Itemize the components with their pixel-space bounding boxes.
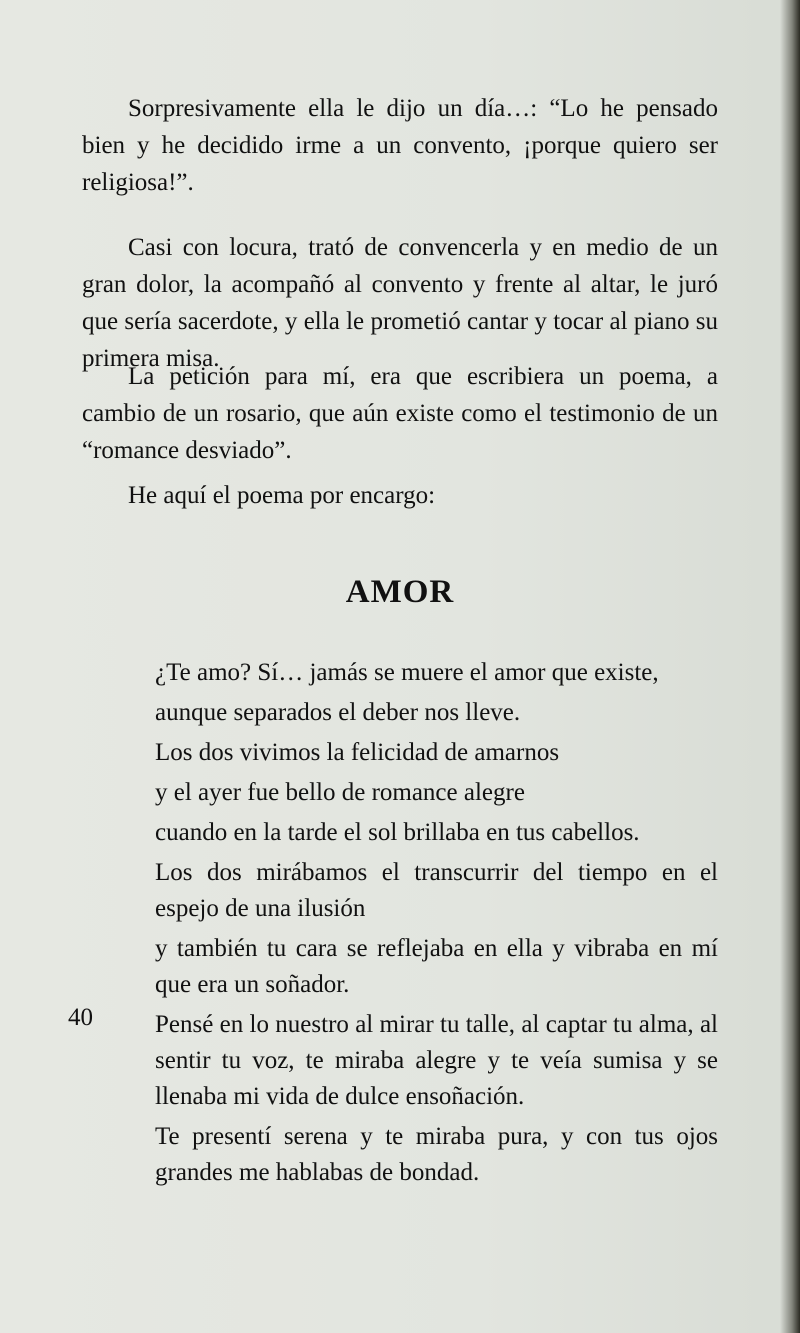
poem-line: ¿Te amo? Sí… jamás se muere el amor que existe, bbox=[155, 659, 659, 686]
book-spine-shadow bbox=[780, 0, 800, 1333]
prose-paragraph bbox=[82, 358, 718, 469]
poem-line: cuando en la tarde el sol brillaba en tus cabellos. bbox=[155, 819, 640, 846]
poem-line: Pensé en lo nuestro al mirar tu talle, al captar tu alma, al sentir tu voz, te miraba alegre y te veía sumisa y se llenaba mi vida de dulce ensoñación. bbox=[155, 1011, 718, 1110]
prose-paragraph bbox=[82, 229, 718, 377]
poem-line: Los dos vivimos la felicidad de amarnos bbox=[155, 739, 560, 766]
paragraph-text: Casi con locura, trató de convencerla y en medio de un gran dolor, la acompañó al convento y frente al altar, le juró que sería sacerdote, y ella le prometió cantar y tocar al piano su primera misa. bbox=[82, 234, 718, 372]
prose-paragraph bbox=[82, 477, 718, 514]
paragraph-text: La petición para mí, era que escribiera un poema, a cambio de un rosario, que aún existe como el testimonio de un “romance desviado”. bbox=[82, 363, 718, 464]
paragraph-text: Sorpresivamente ella le dijo un día…: “Lo he pensado bien y he decidido irme a un convento, ¡porque quiero ser religiosa!”. bbox=[82, 95, 718, 196]
poem-line: Los dos mirábamos el transcurrir del tiempo en el espejo de una ilusión bbox=[155, 859, 718, 922]
paragraph-text: He aquí el poema por encargo: bbox=[128, 482, 436, 509]
poem-line: y el ayer fue bello de romance alegre bbox=[155, 779, 525, 806]
poem-body bbox=[155, 655, 718, 1195]
poem-line: aunque separados el deber nos lleve. bbox=[155, 699, 521, 726]
page-number: 40 bbox=[68, 1004, 93, 1031]
poem-title: AMOR bbox=[345, 574, 455, 610]
prose-paragraph bbox=[82, 90, 718, 201]
poem-line: Te presentí serena y te miraba pura, y con tus ojos grandes me hablabas de bondad. bbox=[155, 1123, 718, 1186]
poem-line: y también tu cara se reflejaba en ella y vibraba en mí que era un soñador. bbox=[155, 935, 718, 998]
